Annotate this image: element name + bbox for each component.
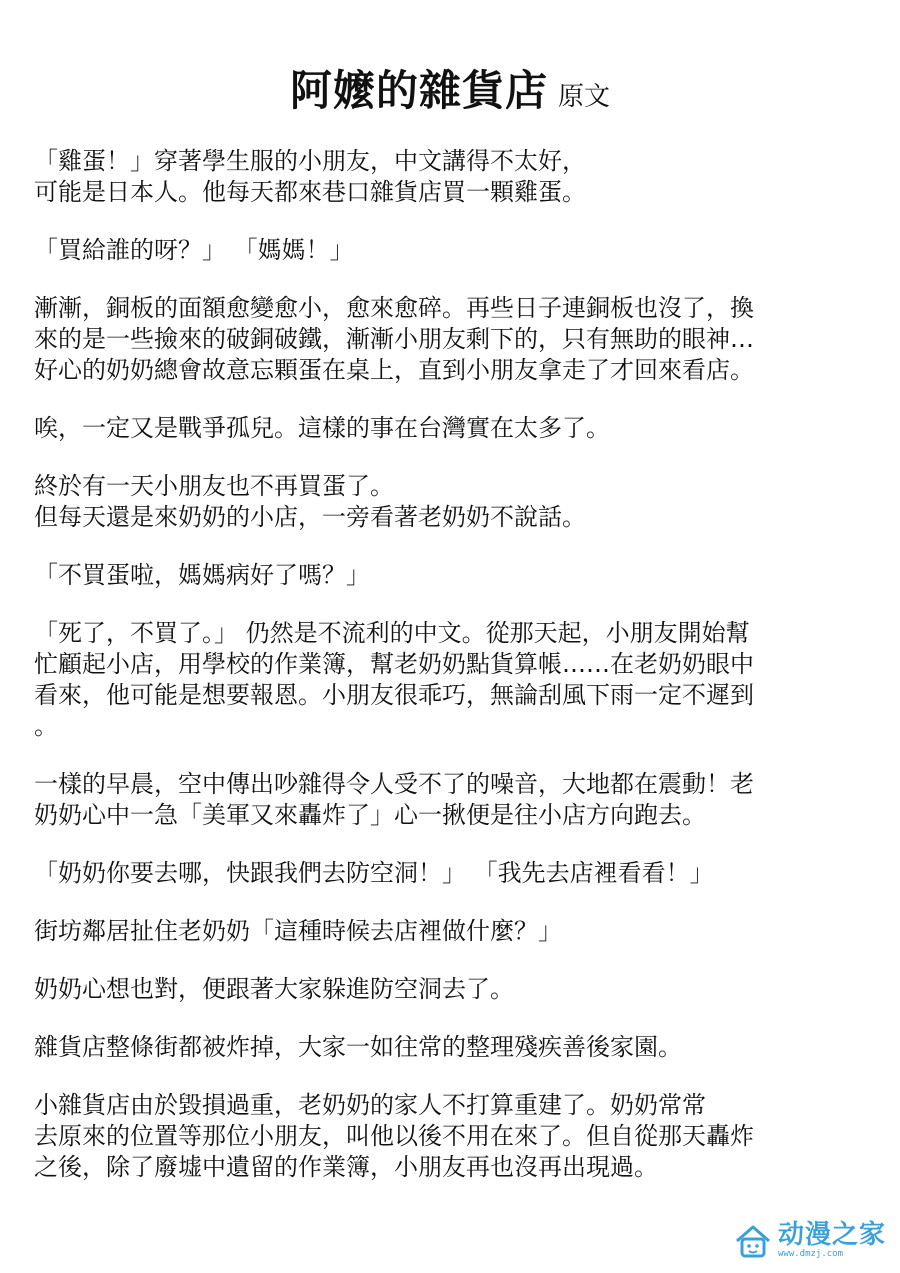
paragraph [34,916,864,947]
text-line: 來的是一些撿來的破銅破鐵，漸漸小朋友剩下的，只有無助的眼神… [34,325,754,353]
text-line: 看來，他可能是想要報恩。小朋友很乖巧，無論刮風下雨一定不遲到 [34,681,754,709]
text-line: 雜貨店整條街都被炸掉，大家一如往常的整理殘疾善後家園。 [34,1033,682,1061]
watermark [734,1222,886,1259]
story-body [34,146,864,1210]
text-line: 奶奶心想也對，便跟著大家躲進防空洞去了。 [34,975,514,1003]
text-line: 但每天還是來奶奶的小店，一旁看著老奶奶不說話。 [34,503,586,531]
watermark-url: www.dmzj.com [777,1249,844,1259]
title-row [0,58,900,118]
paragraph [34,1090,864,1183]
paragraph [34,1032,864,1063]
page-title: 阿嬤的雜貨店 [289,66,548,115]
text-line: 「買給誰的呀？」 「媽媽！」 [34,236,354,264]
text-line: 終於有一天小朋友也不再買蛋了。 [34,472,394,500]
text-line: 好心的奶奶總會故意忘顆蛋在桌上，直到小朋友拿走了才回來看店。 [34,356,754,384]
paragraph [34,293,864,386]
text-line: 一樣的早晨，空中傳出吵雜得令人受不了的噪音，大地都在震動！老 [34,770,754,798]
paragraph [34,235,864,266]
watermark-name: 动漫之家 [777,1220,886,1250]
paragraph [34,974,864,1005]
paragraph [34,471,864,533]
paragraph [34,560,864,591]
text-line: 去原來的位置等那位小朋友，叫他以後不用在來了。但自從那天轟炸 [34,1122,754,1150]
text-line: 唉，一定又是戰爭孤兒。這樣的事在台灣實在太多了。 [34,414,610,442]
paragraph [34,769,864,831]
paragraph [34,413,864,444]
paragraph [34,858,864,889]
text-line: 「死了，不買了。」 仍然是不流利的中文。從那天起，小朋友開始幫 [34,619,750,647]
text-line: 「奶奶你要去哪，快跟我們去防空洞！」 「我先去店裡看看！」 [34,859,714,887]
text-line: 「不買蛋啦，媽媽病好了嗎？」 [34,561,370,589]
house-logo-icon [734,1224,772,1258]
text-line: 可能是日本人。他每天都來巷口雜貨店買一顆雞蛋。 [34,178,586,206]
paragraph [34,146,864,208]
text-line: 「雞蛋！」穿著學生服的小朋友，中文講得不太好， [34,147,586,175]
text-line: 奶奶心中一急「美軍又來轟炸了」心一揪便是往小店方向跑去。 [34,801,706,829]
text-line: 。 [34,712,58,740]
text-line: 漸漸，銅板的面額愈變愈小，愈來愈碎。再些日子連銅板也沒了，換 [34,294,754,322]
text-line: 街坊鄰居扯住老奶奶「這種時候去店裡做什麼？」 [34,917,562,945]
title-tag: 原文 [558,82,611,112]
paragraph [34,618,864,742]
text-line: 小雜貨店由於毀損過重，老奶奶的家人不打算重建了。奶奶常常 [34,1091,706,1119]
text-line: 忙顧起小店，用學校的作業簿，幫老奶奶點貨算帳……在老奶奶眼中 [34,650,754,678]
text-line: 之後，除了廢墟中遺留的作業簿，小朋友再也沒再出現過。 [34,1153,658,1181]
